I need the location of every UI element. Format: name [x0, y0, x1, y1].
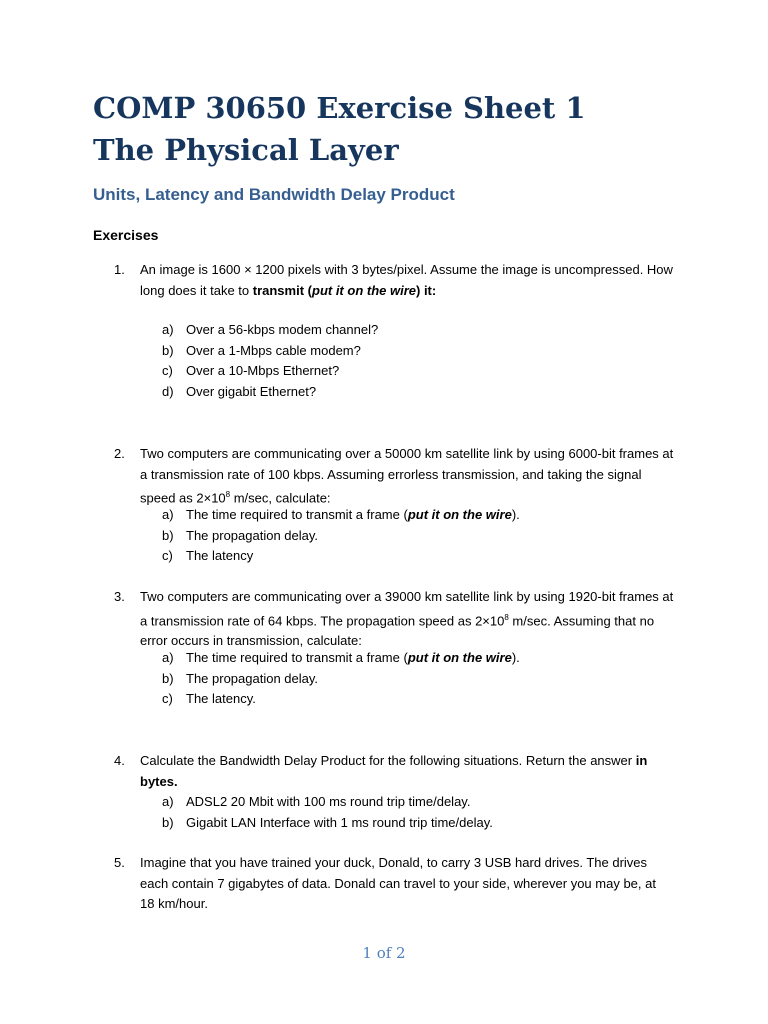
exercise-text: Calculate the Bandwidth Delay Product for the following situations. Return the answer in bytes.: [140, 753, 648, 789]
exercise-3-items: [162, 648, 520, 710]
list-item: c) Over a 10-Mbps Ethernet?: [162, 363, 340, 378]
exercise-text: An image is 1600 × 1200 pixels with 3 bytes/pixel. Assume the image is uncompressed. How long does it take to transmit (put it on the wire) it:: [140, 262, 673, 298]
list-item: c) The latency: [162, 548, 254, 563]
list-item: a) The time required to transmit a frame (put it on the wire).: [162, 507, 520, 522]
exercise-5: [114, 853, 674, 915]
list-item: c) The latency.: [162, 691, 256, 706]
exercise-number: 5.: [114, 855, 125, 870]
list-item: a) Over a 56-kbps modem channel?: [162, 322, 379, 337]
list-item: d) Over gigabit Ethernet?: [162, 383, 317, 399]
exercise-text: Imagine that you have trained your duck, Donald, to carry 3 USB hard drives. The drives each contain 7 gigabytes of data. Donald can travel to your side, wherever you may be, at 18 km/hour.: [140, 855, 656, 911]
section-subtitle: Units, Latency and Bandwidth Delay Product: [93, 185, 455, 204]
exercises-heading: Exercises: [93, 227, 159, 243]
exercise-text: Two computers are communicating over a 39000 km satellite link by using 1920-bit frames at a transmission rate of 64 kbps. The propagation speed as $2\times 10^8$ m/sec. Assuming that no error occurs in transmission, calculate:: [140, 589, 674, 649]
page-number: 1 of 2: [362, 944, 406, 962]
document-subtitle-title: The Physical Layer: [93, 133, 399, 167]
exercise-number: 4.: [114, 753, 125, 768]
list-item: b) Gigabit LAN Interface with 1 ms round trip time/delay.: [162, 814, 493, 830]
list-item: a) ADSL2 20 Mbit with 100 ms round trip time/delay.: [162, 794, 471, 809]
exercise-1-items: [162, 320, 378, 402]
exercise-text: Two computers are communicating over a 50000 km satellite link by using 6000-bit frames at a transmission rate of 100 kbps. Assuming errorless transmission, and taking the signal speed as $2\times 10^8$ m/sec, calculate:: [140, 446, 674, 506]
document-title: COMP 30650 Exercise Sheet 1: [93, 91, 586, 125]
exercise-2-items: [162, 505, 520, 567]
exercise-number: 3.: [114, 589, 125, 604]
exercise-4-items: [162, 792, 493, 833]
exercise-1: [114, 260, 674, 301]
exercise-number: 2.: [114, 446, 125, 461]
exercise-3: [114, 587, 674, 652]
list-item: b) The propagation delay.: [162, 670, 319, 686]
exercise-number: 1.: [114, 262, 125, 277]
exercise-2: [114, 444, 674, 509]
exercise-4: [114, 751, 674, 792]
list-item: a) The time required to transmit a frame (put it on the wire).: [162, 650, 520, 665]
list-item: b) Over a 1-Mbps cable modem?: [162, 342, 361, 358]
list-item: b) The propagation delay.: [162, 527, 319, 543]
